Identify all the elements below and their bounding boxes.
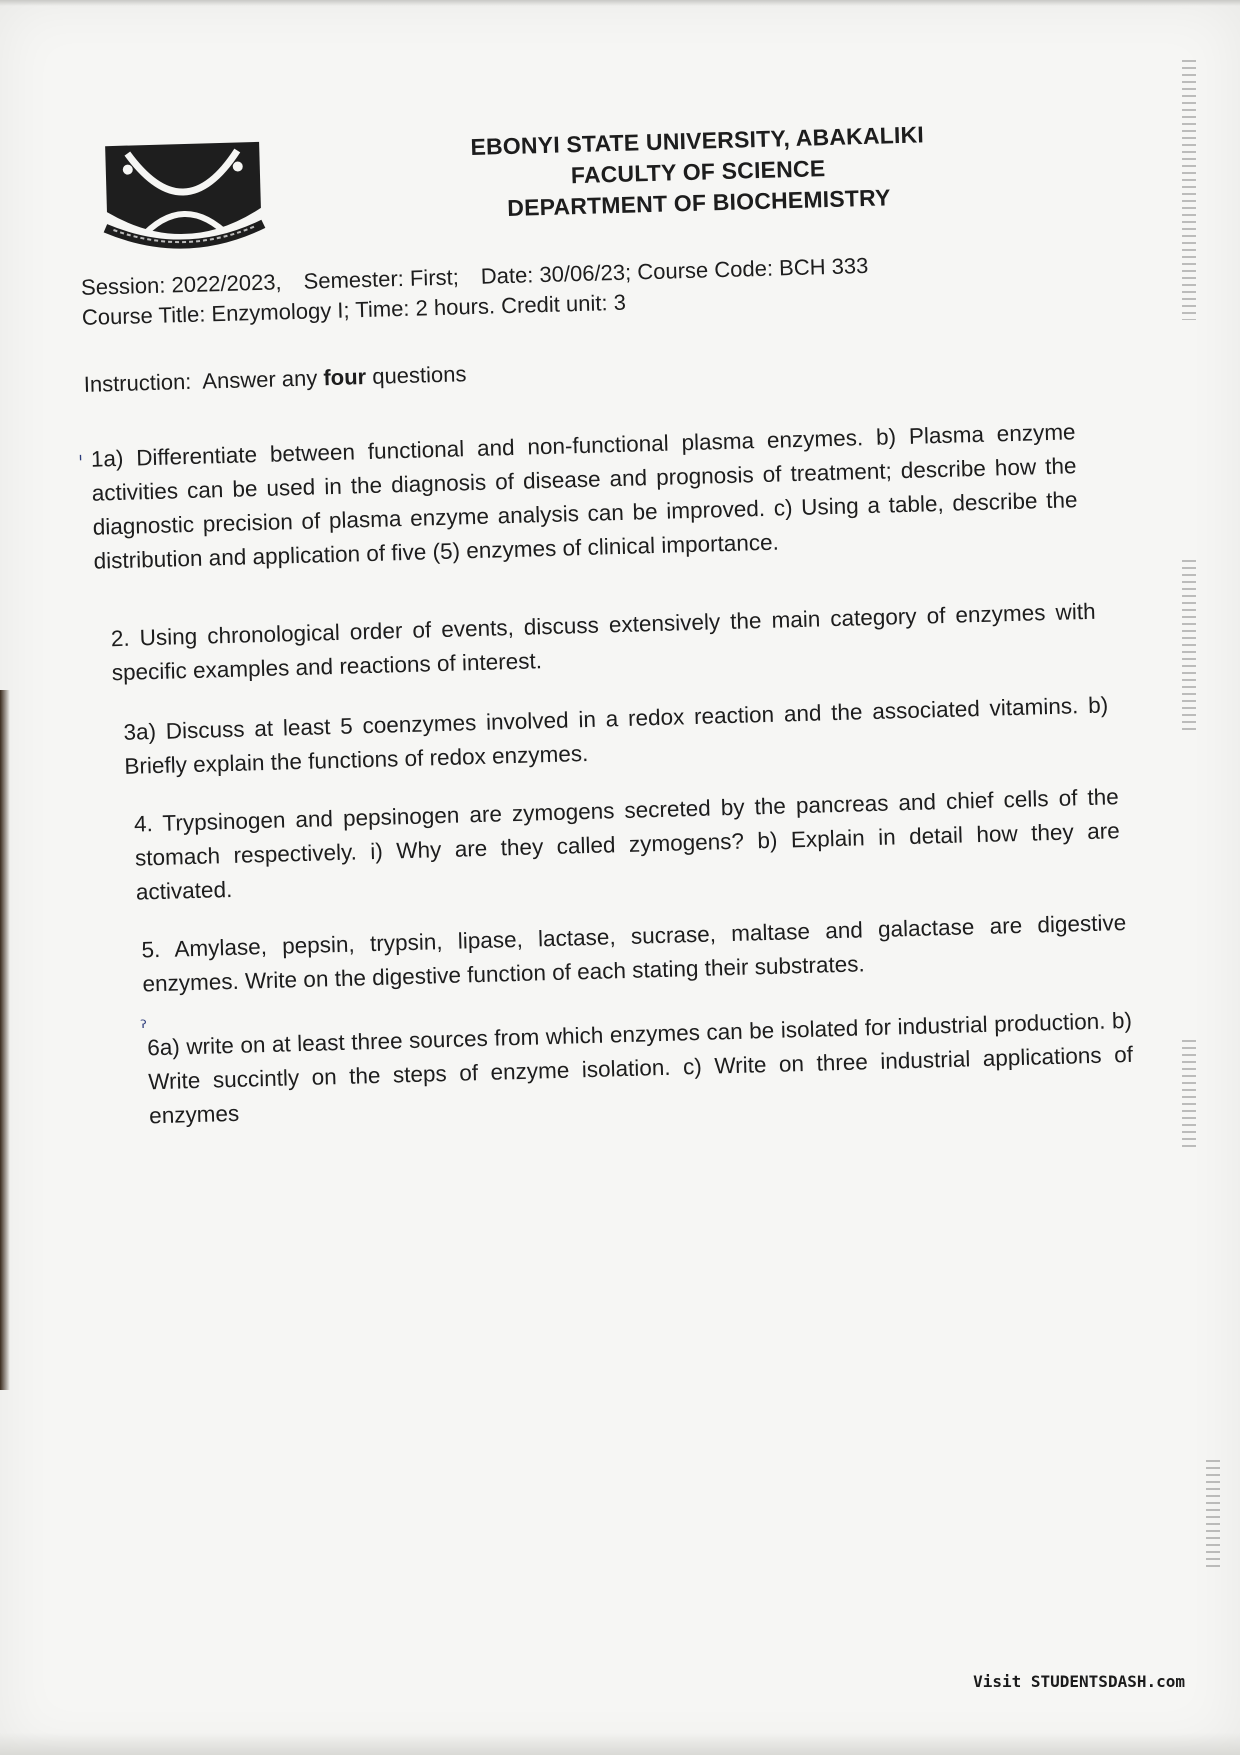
question-2: 2. Using chronological order of events, discuss extensively the main category of enzymes with specific examples and reactions of interest. xyxy=(110,598,1096,686)
instruction-emphasis: four xyxy=(323,364,367,391)
course-title: Course Title: Enzymology I; xyxy=(81,297,350,330)
question-6: 6a) write on at least three sources from which enzymes can be isolated for industrial production. b) Write succintly on the steps of enzyme isolation. c) Write on three industrial applications of enzymes xyxy=(146,1007,1134,1129)
credit-unit: Credit unit: 3 xyxy=(500,289,627,319)
question-4: 4. Trypsinogen and pepsinogen are zymogens secreted by the pancreas and chief cells of the stomach respectively. i) Why are they called zymogens? b) Explain in detail how they are activated. xyxy=(133,784,1120,905)
exam-date: Date: 30/06/23; xyxy=(480,259,632,289)
question-1: 1a) Differentiate between functional and non-functional plasma enzymes. b) Plasma enzyme activities can be used in the diagnosis of disease and prognosis of treatment; describe how the diagnostic precision of plasma enzyme analysis can be improved. c) Using a table, describe the distribution and application of five (5) enzymes of clinical importance. xyxy=(90,419,1078,574)
exam-header xyxy=(407,118,989,227)
pen-tick-mark: ˀ xyxy=(139,1015,148,1040)
semester: Semester: First; xyxy=(303,264,460,294)
question-3: 3a) Discuss at least 5 coenzymes involved in a redox reaction and the associated vitamins. b) Briefly explain the functions of redox enzymes. xyxy=(123,692,1109,779)
course-code: Course Code: BCH 333 xyxy=(636,252,869,285)
instruction-prefix: Instruction: xyxy=(83,368,192,397)
site-watermark: Visit STUDENTSDASH.com xyxy=(973,1672,1185,1691)
question-5: 5. Amylase, pepsin, trypsin, lipase, lactase, sucrase, maltase and galactase are digestive enzymes. Write on the digestive function of each stating their substrates. xyxy=(141,909,1127,997)
instruction-text: Answer any xyxy=(202,365,318,394)
department-name: DEPARTMENT OF BIOCHEMISTRY xyxy=(506,184,891,221)
instruction-text-end: questions xyxy=(371,361,467,389)
university-name: EBONYI STATE UNIVERSITY, ABAKALIKI xyxy=(470,121,925,160)
exam-details xyxy=(81,247,1002,333)
instruction xyxy=(83,344,1003,400)
session: Session: 2022/2023, xyxy=(80,269,282,300)
exam-time: Time: 2 hours. xyxy=(354,293,496,323)
faculty-name: FACULTY OF SCIENCE xyxy=(570,155,826,189)
university-crest-icon xyxy=(97,138,270,253)
pen-tick-mark: ˈ xyxy=(77,450,84,476)
